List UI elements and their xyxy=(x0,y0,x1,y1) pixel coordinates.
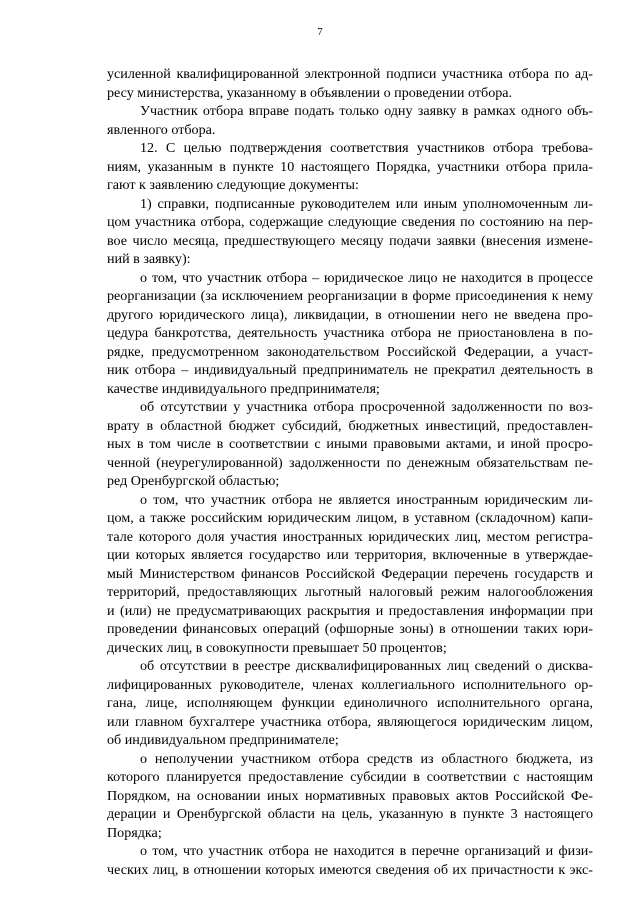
text-line: усиленной квалифицированной электронной подписи участника отбора по ад- xyxy=(107,66,593,82)
text-line: рядке, предусмотренном законодательством Российской Федерации, а участ- xyxy=(107,343,593,360)
text-line: реорганизации (за исключением реорганизации в форме присоединения к нему xyxy=(107,288,593,304)
text-line: тале которого доля участия иностранных юридических лиц, местом регистра- xyxy=(107,528,593,545)
text-line: цом участника отбора, содержащие следующие сведения по состоянию на пер- xyxy=(107,214,593,230)
text-line: проведении финансовых операций (офшорные зоны) в отношении таких юри- xyxy=(107,621,593,637)
text-line: или главном бухгалтере участника отбора, являющегося юридическим лицом, xyxy=(107,713,593,730)
text-line: о неполучении участником отбора средств из областного бюджета, из xyxy=(140,750,593,767)
text-line: дических лиц, в совокупности превышает 50 процентов; xyxy=(107,639,447,656)
text-line: Порядком, на основании иных нормативных правовых актов Российской Фе- xyxy=(107,787,593,804)
text-line: и (или) не предусматривающих раскрытия и предоставления информации при xyxy=(107,602,593,619)
text-line: явленного отбора. xyxy=(107,121,216,138)
text-line: другого юридического лица), ликвидации, в отношении него не введена про- xyxy=(107,306,593,323)
text-line: территорий, предоставляющих льготный налоговый режим налогообложения xyxy=(107,584,593,600)
text-line: 12. С целью подтверждения соответствия участников отбора требова- xyxy=(140,140,593,156)
text-line: ченной (неурегулированной) задолженности по денежным обязательствам пе- xyxy=(107,454,593,471)
text-line: дерации и Оренбургской области на цель, указанную в пункте 3 настоящего xyxy=(107,806,593,822)
text-line: о том, что участник отбора – юридическое лицо не находится в процессе xyxy=(140,269,593,286)
text-line: об отсутствии в реестре дисквалифицированных лиц сведений о дисква- xyxy=(140,658,593,674)
text-line: ции которых является государство или территория, включенные в утверждае- xyxy=(107,547,593,563)
text-line: 1) справки, подписанные руководителем или иным уполномоченным ли- xyxy=(140,195,593,212)
text-line: мый Министерством финансов Российской Федерации перечень государств и xyxy=(107,565,593,582)
text-line: об отсутствии у участника отбора просроченной задолженности по воз- xyxy=(140,399,593,415)
text-line: лифицированных руководителе, членах коллегиального исполнительного ор- xyxy=(107,676,593,693)
document-body xyxy=(107,65,593,879)
text-line: гают к заявлению следующие документы: xyxy=(107,177,359,193)
text-line: ресу министерства, указанному в объявлении о проведении отбора. xyxy=(107,84,513,101)
text-line: ных в том числе в соответствии с иными правовыми актами, и иной просро- xyxy=(107,436,593,452)
text-line: ниям, указанным в пункте 10 настоящего Порядка, участники отбора прила- xyxy=(107,158,593,175)
page-number: 7 xyxy=(317,26,323,38)
text-line: вое число месяца, предшествующего месяцу подачи заявки (внесения измене- xyxy=(107,232,593,249)
text-line: врату в областной бюджет субсидий, бюджетных инвестиций, предоставлен- xyxy=(107,417,593,434)
text-line: цедура банкротства, деятельность участника отбора не приостановлена в по- xyxy=(107,325,593,341)
text-line: цом, а также российским юридическим лицом, в уставном (складочном) капи- xyxy=(107,510,593,526)
text-line: ний в заявку): xyxy=(107,251,191,267)
text-line: Порядка; xyxy=(107,824,162,841)
text-line: ред Оренбургской областью; xyxy=(107,473,280,489)
text-line: ник отбора – индивидуальный предприниматель не прекратил деятельность в xyxy=(107,362,593,378)
text-line: ческих лиц, в отношении которых имеются сведения об их причастности к экс- xyxy=(107,861,593,878)
text-line: которого планируется предоставление субсидии в соответствии с настоящим xyxy=(107,769,593,785)
text-line: гана, лице, исполняющем функции единоличного исполнительного органа, xyxy=(107,695,593,711)
text-line: о том, что участник отбора не находится в перечне организаций и физи- xyxy=(140,843,593,859)
text-line: Участник отбора вправе подать только одну заявку в рамках одного объ- xyxy=(140,103,593,119)
text-line: об индивидуальном предпринимателе; xyxy=(107,732,339,748)
text-line: о том, что участник отбора не является иностранным юридическим ли- xyxy=(140,491,593,508)
text-line: качестве индивидуального предпринимателя; xyxy=(107,380,380,397)
